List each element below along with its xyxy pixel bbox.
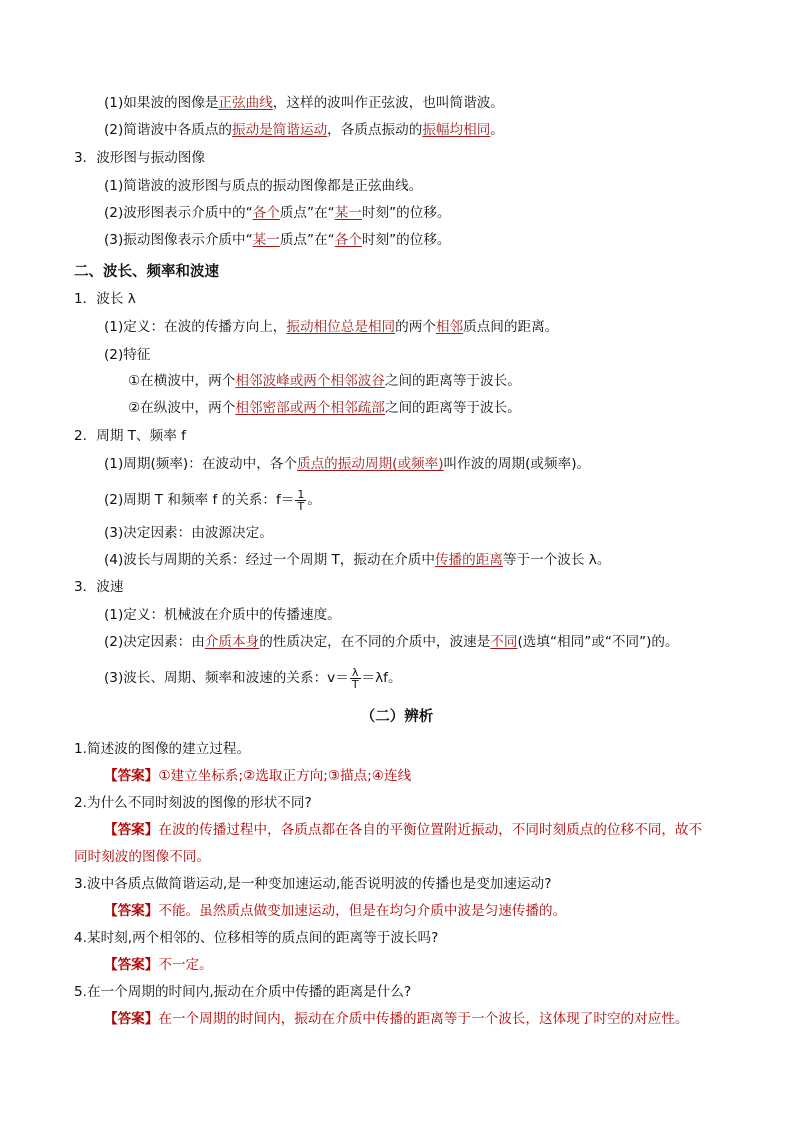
wave-speed-formula-line: (3)波长、周期、频率和波速的关系：v＝ $\frac{\lambda}{T}$ ＝λf。 [104, 665, 402, 691]
question-3: 3.波中各质点做简谐运动,是一种变加速运动,能否说明波的传播也是变加速运动? [74, 876, 552, 892]
subheading-period-frequency: 2．周期 T、频率 f [74, 428, 186, 444]
blank-answer: 某一 [252, 232, 280, 248]
answer-label: 【答案】 [104, 903, 159, 919]
analysis-heading: （二）辨析 [360, 709, 434, 725]
paragraph-line: (1)简谐波的波形图与质点的振动图像都是正弦曲线。 [104, 178, 423, 194]
question-1: 1.简述波的图像的建立过程。 [74, 741, 251, 757]
wavelength-definition-line: (1)定义：在波的传播方向上，振动相位总是相同的两个相邻质点间的距离。 [104, 319, 559, 335]
blank-answer: 振幅均相同 [422, 122, 491, 138]
answer-label: 【答案】 [104, 822, 159, 838]
answer-2: 【答案】在波的传播过程中，各质点都在各自的平衡位置附近振动，不同时刻质点的位移不同，故不 [104, 822, 703, 838]
blank-answer: 振动相位总是相同 [286, 319, 396, 335]
subheading-waveform-vs-vibration: 3．波形图与振动图像 [74, 150, 205, 166]
blank-answer: 不同 [490, 634, 518, 650]
vibration-graph-definition-line: (3)振动图像表示介质中“某一质点”在“各个时刻”的位移。 [104, 232, 451, 248]
waveform-definition-line: (2)波形图表示介质中的“各个质点”在“某一时刻”的位移。 [104, 205, 451, 221]
subheading-wave-speed: 3．波速 [74, 579, 124, 595]
paragraph-line: (3)决定因素：由波源决定。 [104, 525, 273, 541]
answer-5: 【答案】在一个周期的时间内，振动在介质中传播的距离等于一个波长，这体现了时空的对应性。 [104, 1011, 689, 1027]
blank-answer: 振动是简谐运动 [232, 122, 328, 138]
answer-3: 【答案】不能。虽然质点做变加速运动，但是在均匀介质中波是匀速传播的。 [104, 903, 567, 919]
blank-answer: 质点的振动周期(或频率) [297, 456, 444, 472]
transverse-wave-line: ①在横波中，两个相邻波峰或两个相邻波谷之间的距离等于波长。 [128, 373, 521, 389]
simple-harmonic-line: (2)简谐波中各质点的振动是简谐运动，各质点振动的振幅均相同。 [104, 122, 504, 138]
blank-answer: 相邻密部或两个相邻疏部 [235, 400, 385, 416]
blank-answer: 传播的距离 [434, 552, 503, 568]
fraction: $\frac{\lambda}{T}$ [351, 665, 359, 691]
paragraph-line: (1)定义：机械波在介质中的传播速度。 [104, 607, 341, 623]
blank-answer: 相邻 [435, 319, 464, 335]
answer-label: 【答案】 [104, 768, 159, 784]
fraction: $\frac{1}{T}$ [297, 487, 305, 513]
wave-speed-factor-line: (2)决定因素：由介质本身的性质决定，在不同的介质中，波速是不同(选填“相同”或“不同”)的。 [104, 634, 679, 650]
blank-answer: 正弦曲线 [218, 95, 273, 111]
answer-4: 【答案】不一定。 [104, 957, 213, 973]
answer-1: 【答案】①建立坐标系;②选取正方向;③描点;④连线 [104, 768, 412, 784]
period-definition-line: (1)周期(频率)：在波动中，各个质点的振动周期(或频率)叫作波的周期(或频率)。 [104, 456, 591, 472]
wavelength-period-line: (4)波长与周期的关系：经过一个周期 T，振动在介质中传播的距离等于一个波长 λ。 [104, 552, 611, 568]
section-heading: 二、波长、频率和波速 [74, 264, 219, 280]
blank-answer: 相邻波峰或两个相邻波谷 [235, 373, 385, 389]
answer-label: 【答案】 [104, 957, 159, 973]
answer-label: 【答案】 [104, 1011, 159, 1027]
blank-answer: 介质本身 [204, 634, 260, 650]
blank-answer: 某一 [334, 205, 362, 221]
question-2: 2.为什么不同时刻波的图像的形状不同? [74, 795, 312, 811]
question-4: 4.某时刻,两个相邻的、位移相等的质点间的距离等于波长吗? [74, 930, 439, 946]
sine-wave-line: (1)如果波的图像是正弦曲线，这样的波叫作正弦波，也叫简谐波。 [104, 95, 504, 111]
longitudinal-wave-line: ②在纵波中，两个相邻密部或两个相邻疏部之间的距离等于波长。 [128, 400, 521, 416]
question-5: 5.在一个周期的时间内,振动在介质中传播的距离是什么? [74, 984, 412, 1000]
answer-2-continued: 同时刻波的图像不同。 [74, 849, 210, 865]
subheading-wavelength: 1．波长 λ [74, 291, 136, 307]
paragraph-line: (2)特征 [104, 347, 151, 363]
period-frequency-formula-line: (2)周期 T 和频率 f 的关系：f＝ $\frac{1}{T}$ 。 [104, 487, 321, 513]
blank-answer: 各个 [334, 232, 362, 248]
blank-answer: 各个 [252, 205, 280, 221]
